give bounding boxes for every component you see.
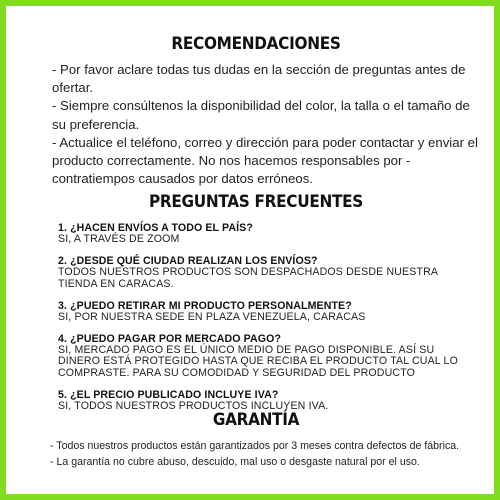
faq-answer: TODOS NUESTROS PRODUCTOS SON DESPACHADOS DESDE NUESTRA TIENDA EN CARACAS.: [58, 266, 438, 290]
faq-answer: SI, MERCADO PAGO ES EL ÚNICO MEDIO DE PAGO DISPONIBLE. ASÍ SU DINERO ESTÁ PROTEGIDO HASTA QUE RECIBA EL PRODUCTO TAL CUAL LO COMPRASTE. PARA SU COMODIDAD Y SEGURIDAD DEL PRODUCTO: [58, 343, 458, 379]
faq-question: 3. ¿PUEDO RETIRAR MI PRODUCTO PERSONALMENTE?: [58, 299, 352, 312]
faq-question: 1. ¿HACEN ENVÍOS A TODO EL PAÍS?: [58, 222, 253, 234]
faq-answer: SI, POR NUESTRA SEDE EN PLAZA VENEZUELA, CARACAS: [58, 310, 366, 323]
recomendaciones-title: RECOMENDACIONES: [171, 34, 341, 54]
faq-item: [58, 222, 478, 246]
faq-question: 4. ¿PUEDO PAGAR POR MERCADO PAGO?: [58, 332, 282, 345]
faq-list: [58, 222, 478, 422]
recomendacion-item: - Por favor aclare todas tus dudas en la sección de preguntas antes de ofertar.: [52, 62, 466, 96]
faq-item: [58, 333, 478, 380]
faq-answer: SI, A TRAVÉS DE ZOOM: [58, 233, 180, 245]
garantia-title: GARANTÍA: [212, 410, 300, 430]
faq-question: 5. ¿EL PRECIO PUBLICADO INCLUYE IVA?: [58, 388, 279, 401]
recomendacion-item: - Siempre consúltenos la disponibilidad del color, la talla o el tamaño de su preferencia.: [52, 98, 470, 132]
recomendaciones-list: [52, 61, 482, 188]
garantia-item: - La garantía no cubre abuso, descuido, mal uso o desgaste natural por el uso.: [50, 455, 420, 468]
garantia-list: [50, 440, 490, 471]
faq-question: 2. ¿DESDE QUÉ CIUDAD REALIZAN LOS ENVÍOS?: [58, 255, 318, 267]
faq-item: [58, 255, 478, 290]
faq-item: [58, 389, 478, 413]
preguntas-title: PREGUNTAS FRECUENTES: [149, 192, 363, 212]
faq-answer: SI, TODOS NUESTROS PRODUCTOS INCLUYEN IVA.: [58, 399, 329, 412]
recomendacion-item: - Actualice el teléfono, correo y dirección para poder contactar y enviar el producto correctamente. No nos hacemos responsables por -contratiempos causados por datos erróneos.: [52, 134, 478, 187]
faq-item: [58, 300, 478, 324]
garantia-item: - Todos nuestros productos están garantizados por 3 meses contra defectos de fábrica.: [50, 440, 460, 452]
